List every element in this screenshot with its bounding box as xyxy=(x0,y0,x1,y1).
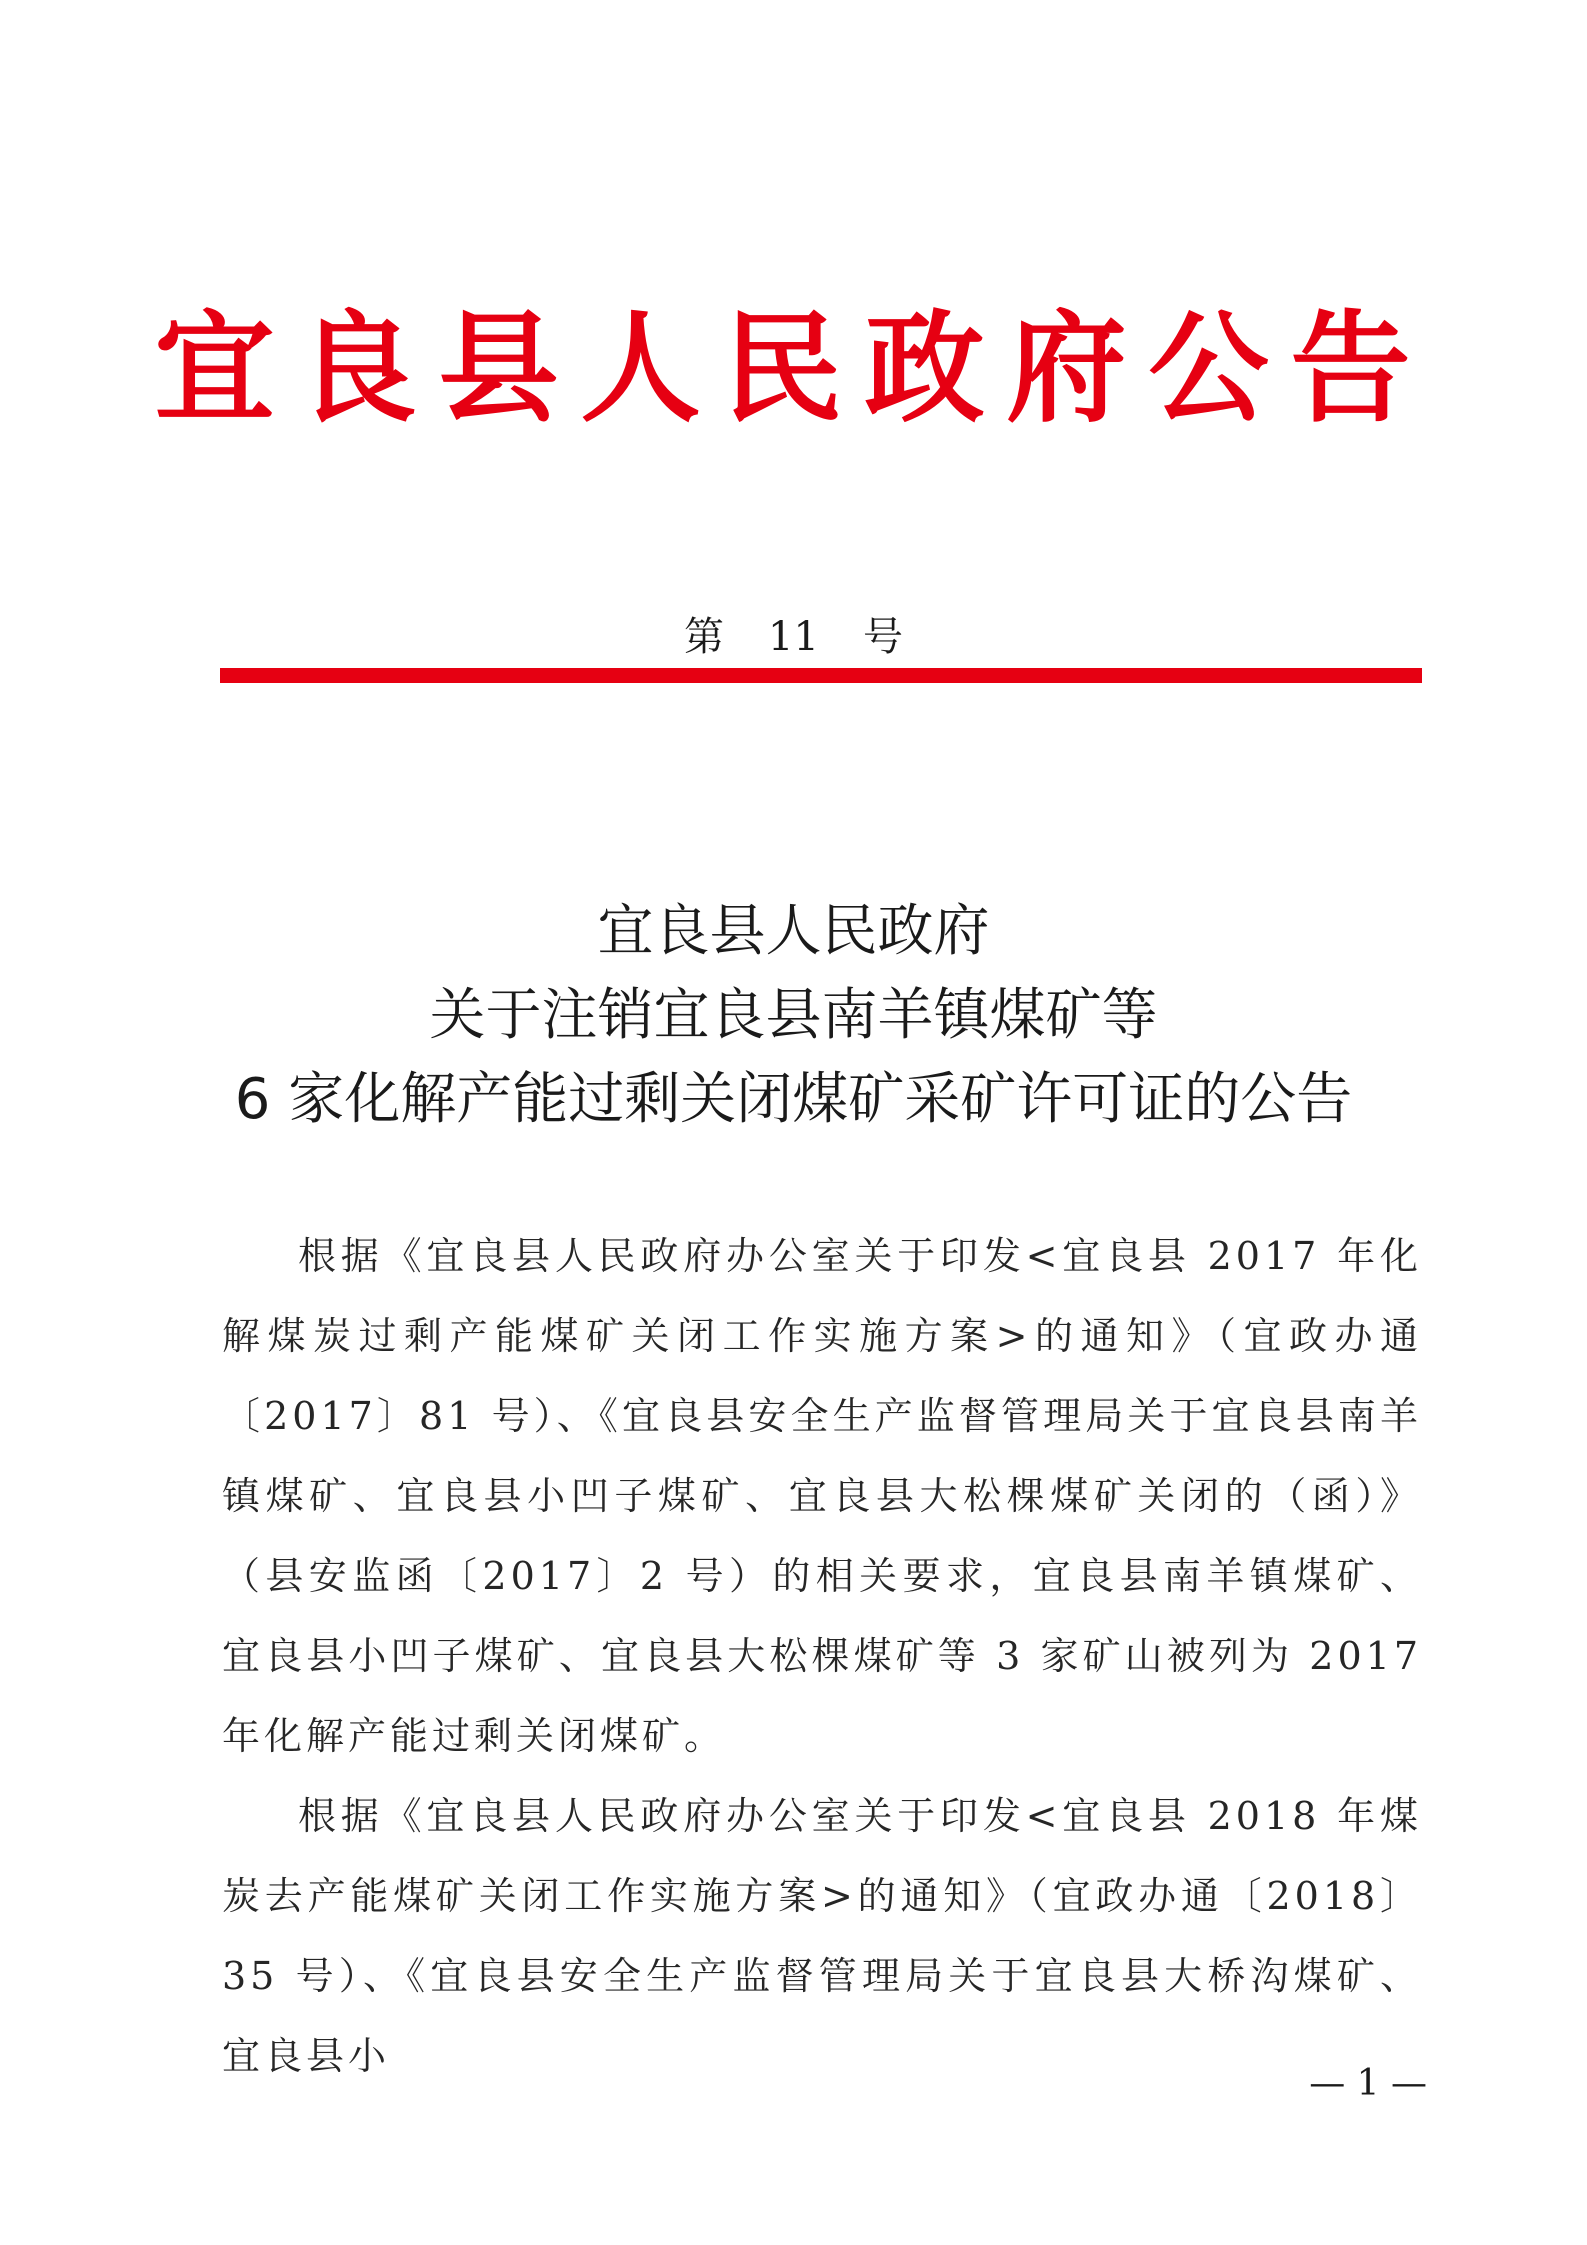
title-line-2: 关于注销宜良县南羊镇煤矿等 xyxy=(429,983,1158,1048)
red-divider-line xyxy=(220,668,1422,683)
title-line-1: 宜良县人民政府 xyxy=(597,899,990,964)
document-number xyxy=(0,610,1587,664)
masthead-title: 宜良县人民政府公告 xyxy=(154,300,1433,439)
announcement-title xyxy=(0,890,1587,1142)
body-paragraph-1: 根据《宜良县人民政府办公室关于印发<宜良县 2017 年化解煤炭过剩产能煤矿关闭工作实施方案>的通知》（宜政办通〔2017〕81 号）、《宜良县安全生产监督管理局关于宜良县南羊镇煤矿、宜良县小凹子煤矿、宜良县大松棵煤矿关闭的（函）》（县安监函〔2017〕2 号）的相关要求，宜良县南羊镇煤矿、宜良县小凹子煤矿、宜良县大松棵煤矿等 3 家矿山被列为 2017 年化解产能过剩关闭煤矿。 xyxy=(222,1234,1422,1758)
title-line-3: 6 家化解产能过剩关闭煤矿采矿许可证的公告 xyxy=(234,1067,1353,1132)
announcement-body xyxy=(222,1216,1422,2096)
document-number-value: 11 xyxy=(768,614,819,660)
body-paragraph-2: 根据《宜良县人民政府办公室关于印发<宜良县 2018 年煤炭去产能煤矿关闭工作实施方案>的通知》（宜政办通〔2018〕35 号）、《宜良县安全生产监督管理局关于宜良县大桥沟煤矿、宜良县小 xyxy=(222,1794,1422,2078)
page-number: — 1 — xyxy=(1309,2063,1427,2104)
document-number-prefix: 第 xyxy=(684,614,725,660)
document-number-suffix: 号 xyxy=(862,614,903,660)
